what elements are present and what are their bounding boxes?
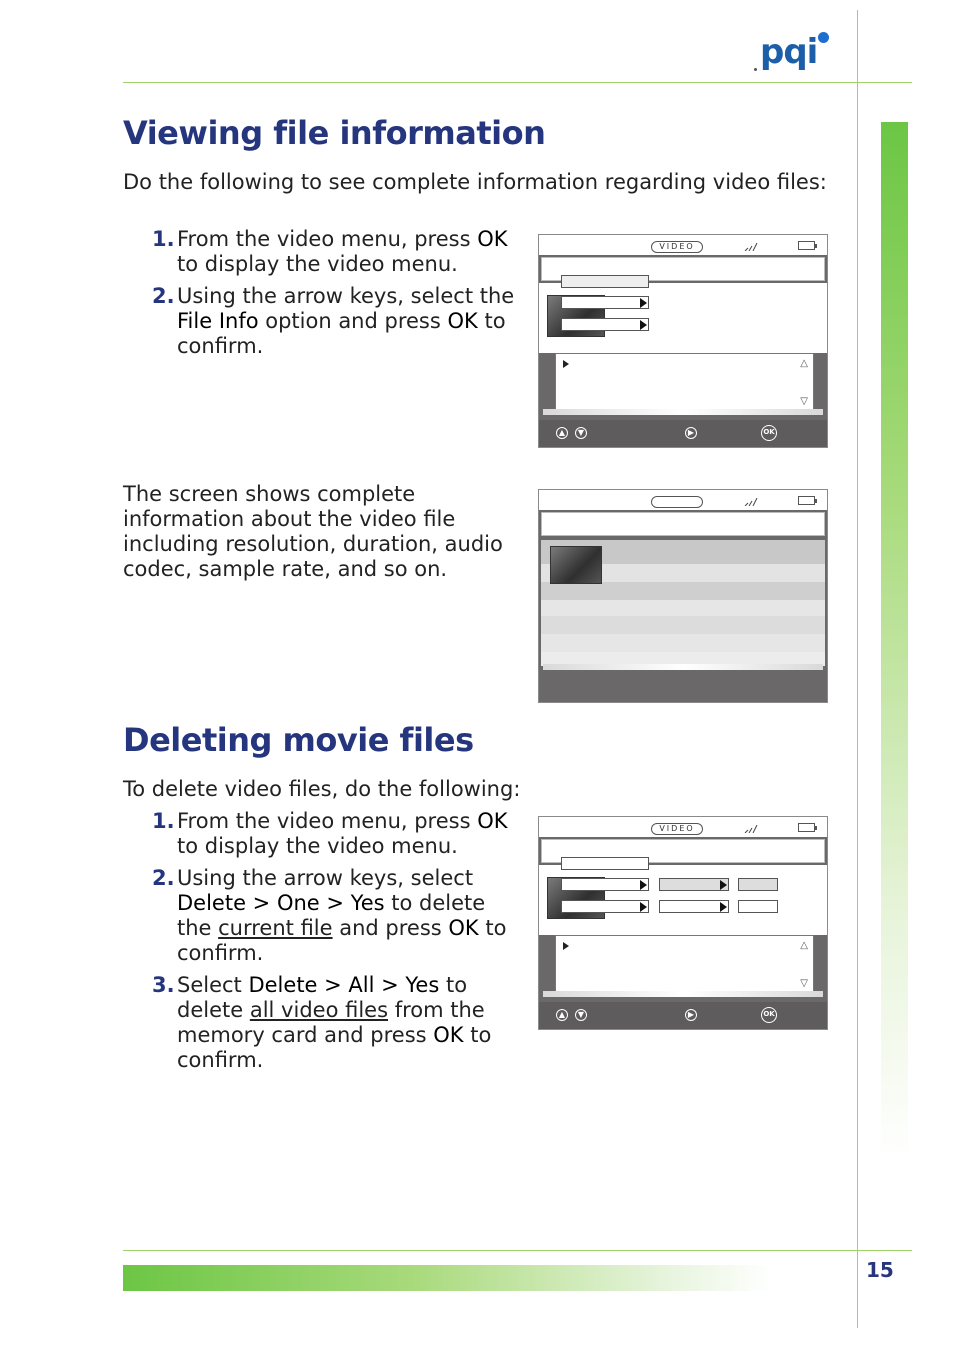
section-title-deleting: Deleting movie files — [123, 721, 474, 759]
info-panel: △ ▽ — [555, 935, 814, 993]
down-arrow-icon: ▼ — [575, 427, 587, 439]
signal-icon — [744, 825, 758, 833]
play-pause-icon: ▶ — [685, 1009, 697, 1021]
menu-option — [561, 296, 649, 309]
section1-steps — [123, 227, 523, 366]
menu-option — [561, 318, 649, 331]
section1-description: The screen shows complete information about the video file including resolution, duration, audio codec, sample rate, and so on. — [123, 482, 503, 581]
submenu-option — [659, 900, 729, 913]
video-thumbnail — [550, 546, 602, 584]
down-arrow-icon: ▼ — [575, 1009, 587, 1021]
submenu-option — [659, 878, 729, 891]
ok-icon: OK — [761, 425, 777, 441]
mode-label: VIDEO — [651, 823, 703, 835]
section-title-viewing: Viewing file information — [123, 114, 546, 152]
pqi-logo — [752, 30, 832, 78]
header-rule — [123, 82, 912, 83]
signal-icon — [744, 498, 758, 506]
section1-intro: Do the following to see complete information regarding video files: — [123, 170, 827, 194]
ok-icon: OK — [761, 1007, 777, 1023]
side-accent-bar — [881, 122, 908, 1162]
info-panel: △ ▽ — [555, 353, 814, 411]
signal-icon — [744, 243, 758, 251]
play-pause-icon: ▶ — [685, 427, 697, 439]
mode-pill — [651, 496, 703, 508]
confirm-option — [738, 900, 778, 913]
footer-gradient-bar — [123, 1265, 773, 1291]
up-arrow-icon: ▲ — [556, 427, 568, 439]
footer-rule — [123, 1250, 912, 1251]
confirm-option — [738, 878, 778, 891]
battery-icon — [798, 496, 815, 505]
section2-intro: To delete video files, do the following: — [123, 777, 521, 801]
battery-icon — [798, 241, 815, 250]
file-info-screenshot — [538, 489, 828, 703]
video-menu-screenshot — [538, 234, 828, 448]
list-item: 1. From the video menu, press OK to display the video menu. — [152, 809, 508, 858]
mode-label: VIDEO — [651, 241, 703, 253]
list-item: 3. Select Delete > All > Yes to delete all video files from the memory card and press OK to confirm. — [152, 973, 492, 1072]
up-arrow-icon: ▲ — [556, 1009, 568, 1021]
menu-option — [561, 878, 649, 891]
menu-option — [561, 900, 649, 913]
screen-title-bar — [541, 512, 825, 536]
margin-rule — [857, 10, 858, 1328]
delete-menu-screenshot — [538, 816, 828, 1030]
page-number: 15 — [866, 1258, 894, 1282]
list-item: 1. From the video menu, press OK to display the video menu. — [152, 227, 508, 276]
section2-steps — [123, 809, 523, 1080]
list-item: 2. Using the arrow keys, select Delete > One > Yes to delete the current file and press OK to confirm. — [152, 866, 507, 965]
logo-text: pqi — [760, 32, 818, 72]
list-item: 2. Using the arrow keys, select the File Info option and press OK to confirm. — [152, 284, 515, 358]
battery-icon — [798, 823, 815, 832]
